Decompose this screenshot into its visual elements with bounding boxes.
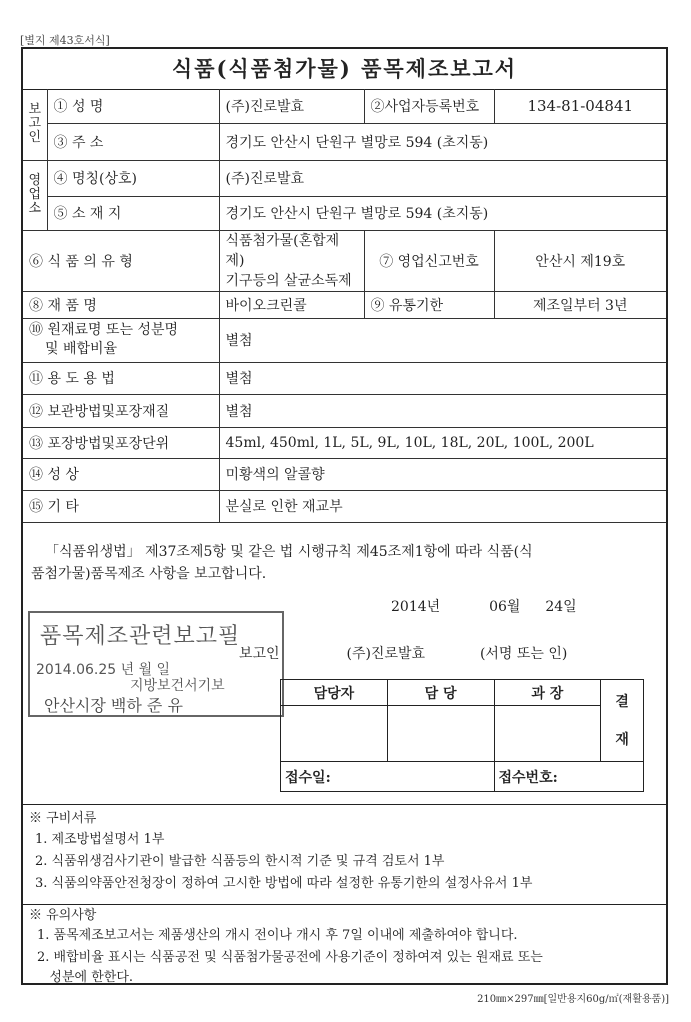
notes-item-2: 2. 배합비율 표시는 식품공전 및 식품첨가물공전에 사용기준이 정하여져 있는 원재료 또는 [37,950,543,965]
expiry-label: ⑨ 유통기한 [364,291,494,318]
reporter-label: 보고인 [239,646,280,662]
properties-value: 미황색의 알콜향 [219,458,666,490]
license-value: 안산시 제19호 [494,230,666,291]
food-type-value [219,230,364,291]
location-value: 경기도 안산시 단원구 별망로 594 (초지동) [219,196,666,230]
properties-label: ⑭ 성 상 [23,458,219,490]
documents-item-1: 1. 제조방법설명서 1부 [35,832,165,847]
date-day: 24일 [545,599,577,615]
product-value: 바이오크린콜 [219,291,364,318]
usage-value: 별첨 [219,362,666,394]
reporter-sign: (서명 또는 인) [479,646,568,662]
food-type-value-2: 기구등의 살균소독제 [225,272,352,289]
section-divider-2 [23,904,666,905]
report-table [23,89,666,523]
approval-table [280,679,644,792]
report-form [21,47,668,985]
approval-sign-charge[interactable] [387,706,494,762]
approval-sign-staff[interactable] [281,706,388,762]
approval-col-charge: 담 당 [387,680,494,706]
approval-side-label [601,680,644,762]
address-value: 경기도 안산시 단원구 별망로 594 (초지동) [219,123,666,160]
stamp-line-4: 안산시장 백하 준 유 [44,696,183,715]
documents-heading: ※ 구비서류 [29,811,97,826]
approval-sign-manager[interactable] [494,706,601,762]
paper-spec-footer: 210㎜×297㎜[일반용지60g/㎡(재활용품)] [477,994,669,1005]
business-group-label: 영업소 [23,160,47,230]
reporter-group-label: 보고인 [23,89,47,160]
name-value: (주)진로발효 [219,89,364,123]
location-label: ⑤ 소 재 지 [47,196,219,230]
approval-col-manager: 과 장 [494,680,601,706]
notes-item-1: 1. 품목제조보고서는 제품생산의 개시 전이나 개시 후 7일 이내에 제출하여야 합니다. [37,928,518,943]
ingredients-label-1: ⑩ 원재료명 또는 성분명 [29,322,179,338]
ingredients-value: 별첨 [219,318,666,362]
food-type-value-1: 식품첨가물(혼합제제) [225,232,340,269]
ingredients-label [23,318,219,362]
notes-item-3: 성분에 한한다. [37,970,134,985]
ingredients-label-2: 및 배합비율 [45,341,118,357]
biz-reg-label: ②사업자등록번호 [364,89,494,123]
section-divider [23,804,666,805]
biz-reg-value: 134-81-04841 [494,89,666,123]
other-label: ⑮ 기 타 [23,490,219,522]
received-number-field[interactable]: 접수번호: [494,762,644,792]
approval-side-1: 결 [615,693,629,710]
reporter-name: (주)진로발효 [346,646,426,662]
storage-value: 별첨 [219,394,666,427]
reporter-line [239,643,567,663]
usage-label: ⑪ 용 도 용 법 [23,362,219,394]
food-type-label: ⑥ 식 품 의 유 형 [23,230,219,291]
notes-heading: ※ 유의사항 [29,908,97,923]
packaging-value: 45ml, 450ml, 1L, 5L, 9L, 10L, 18L, 20L, 100L, 200L [219,427,666,458]
statement [31,541,661,585]
trade-name-label: ④ 명칭(상호) [47,160,219,196]
approval-side-2: 재 [615,731,629,748]
approval-col-staff: 담당자 [281,680,388,706]
form-title: 식품(식품첨가물) 품목제조보고서 [23,49,666,90]
documents-item-2: 2. 식품위생검사기관이 발급한 식품등의 한시적 기준 및 규격 검토서 1부 [35,854,445,869]
report-date [391,596,577,616]
date-month: 06월 [489,599,521,615]
form-number: [별지 제43호서식] [20,34,110,47]
license-label: ⑦ 영업신고번호 [364,230,494,291]
name-label: ① 성 명 [47,89,219,123]
storage-label: ⑫ 보관방법및포장재질 [23,394,219,427]
stamp-line-3: 지방보건서기보 [130,678,225,694]
received-date-field[interactable]: 접수일: [281,762,495,792]
product-label: ⑧ 재 품 명 [23,291,219,318]
packaging-label: ⑬ 포장방법및포장단위 [23,427,219,458]
address-label: ③ 주 소 [47,123,219,160]
expiry-value: 제조일부터 3년 [494,291,666,318]
stamp-line-1: 품목제조관련보고필 [40,624,241,649]
trade-name-value: (주)진로발효 [219,160,666,196]
approval-stamp [28,611,284,717]
date-year: 2014년 [391,599,441,615]
documents-item-3: 3. 식품의약품안전청장이 정하여 고시한 방법에 따라 설정한 유통기한의 설정사유서 1부 [35,876,533,891]
other-value: 분실로 인한 재교부 [219,490,666,522]
statement-line-2: 품첨가물)품목제조 사항을 보고합니다. [31,566,267,582]
stamp-line-2: 2014.06.25 년 월 일 [36,662,171,678]
statement-line-1: 「식품위생법」 제37조제5항 및 같은 법 시행규칙 제45조제1항에 따라 식품(식 [45,544,533,560]
